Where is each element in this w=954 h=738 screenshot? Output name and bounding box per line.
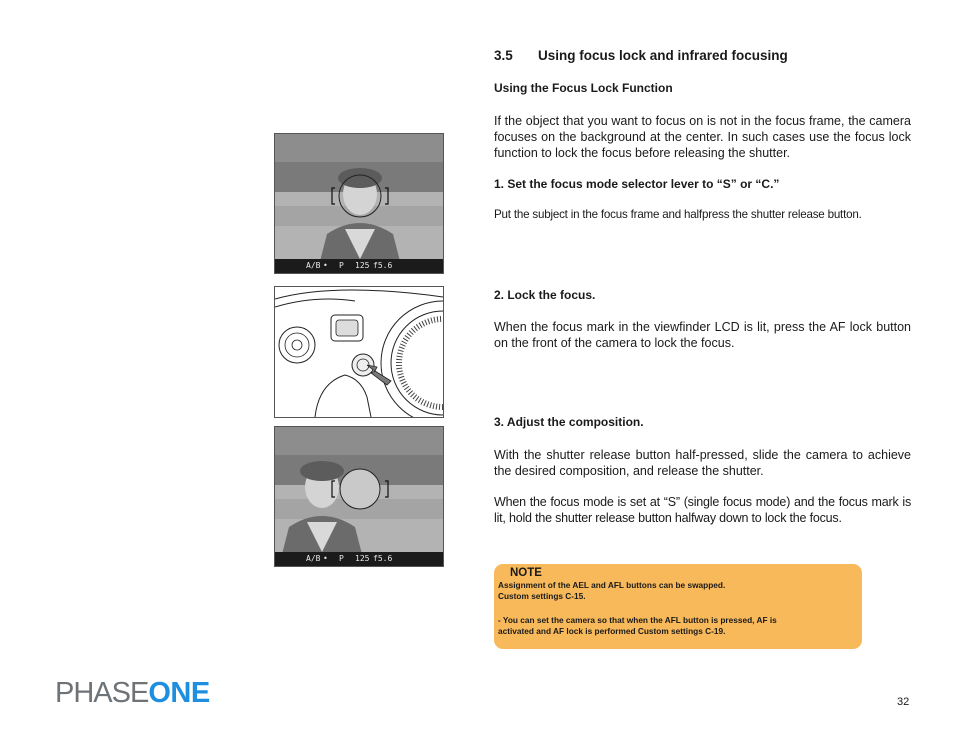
viewfinder-status-bar-1 — [275, 259, 443, 273]
shutter-value: 125 — [355, 261, 370, 270]
note-line: - You can set the camera so that when the AFL button is pressed, AF is — [498, 615, 777, 625]
viewfinder-photo-1 — [275, 134, 443, 273]
viewfinder-figure-2 — [274, 426, 444, 567]
page-number: 32 — [897, 696, 910, 708]
step-3-title: 3. Adjust the composition. — [494, 415, 644, 429]
aperture-value: f5.6 — [373, 554, 393, 563]
program-mode: P — [339, 554, 344, 563]
step-1-title: 1. Set the focus mode selector lever to “S” or “C.” — [494, 177, 780, 191]
logo-part-1: PHASE — [55, 677, 149, 709]
program-mode: P — [339, 261, 344, 270]
mode-badge: A/B — [306, 261, 321, 270]
step-2-text: When the focus mark in the viewfinder LCD is lit, press the AF lock button on the front of the camera to lock the focus. — [494, 320, 911, 350]
note-line: activated and AF lock is performed Custom settings C-19. — [498, 626, 726, 636]
aperture-value: f5.6 — [373, 261, 393, 270]
note-line: Custom settings C-15. — [498, 591, 586, 601]
note-line: Assignment of the AEL and AFL buttons can be swapped. — [498, 580, 726, 590]
mode-badge: A/B — [306, 554, 321, 563]
viewfinder-photo-2 — [275, 427, 443, 566]
step-3-text-2: When the focus mode is set at “S” (single focus mode) and the focus mark is lit, hold the shutter release button halfway down to lock the focus. — [494, 495, 911, 525]
phase-one-logo — [55, 677, 210, 710]
step-2-title: 2. Lock the focus. — [494, 288, 596, 302]
focus-dot: • — [323, 261, 328, 270]
step-1-text: Put the subject in the focus frame and halfpress the shutter release button. — [494, 208, 862, 221]
shutter-value: 125 — [355, 554, 370, 563]
subheading: Using the Focus Lock Function — [494, 81, 673, 95]
note-title: NOTE — [510, 567, 542, 579]
section-title: Using focus lock and infrared focusing — [538, 48, 788, 63]
section-number: 3.5 — [494, 48, 513, 63]
logo-part-2: ONE — [148, 677, 210, 709]
camera-af-lock-figure — [274, 286, 444, 418]
intro-paragraph: If the object that you want to focus on is not in the focus frame, the camera focuses on the background at the center. In such cases use the focus lock function to lock the focus before releasing the shutter. — [494, 114, 911, 160]
camera-drawing — [275, 287, 443, 417]
viewfinder-status-bar-2 — [275, 552, 443, 566]
note-box — [494, 564, 862, 649]
viewfinder-figure-1 — [274, 133, 444, 274]
step-3-text: With the shutter release button half-pressed, slide the camera to achieve the desired composition, and release the shutter. — [494, 448, 911, 478]
focus-dot: • — [323, 554, 328, 563]
